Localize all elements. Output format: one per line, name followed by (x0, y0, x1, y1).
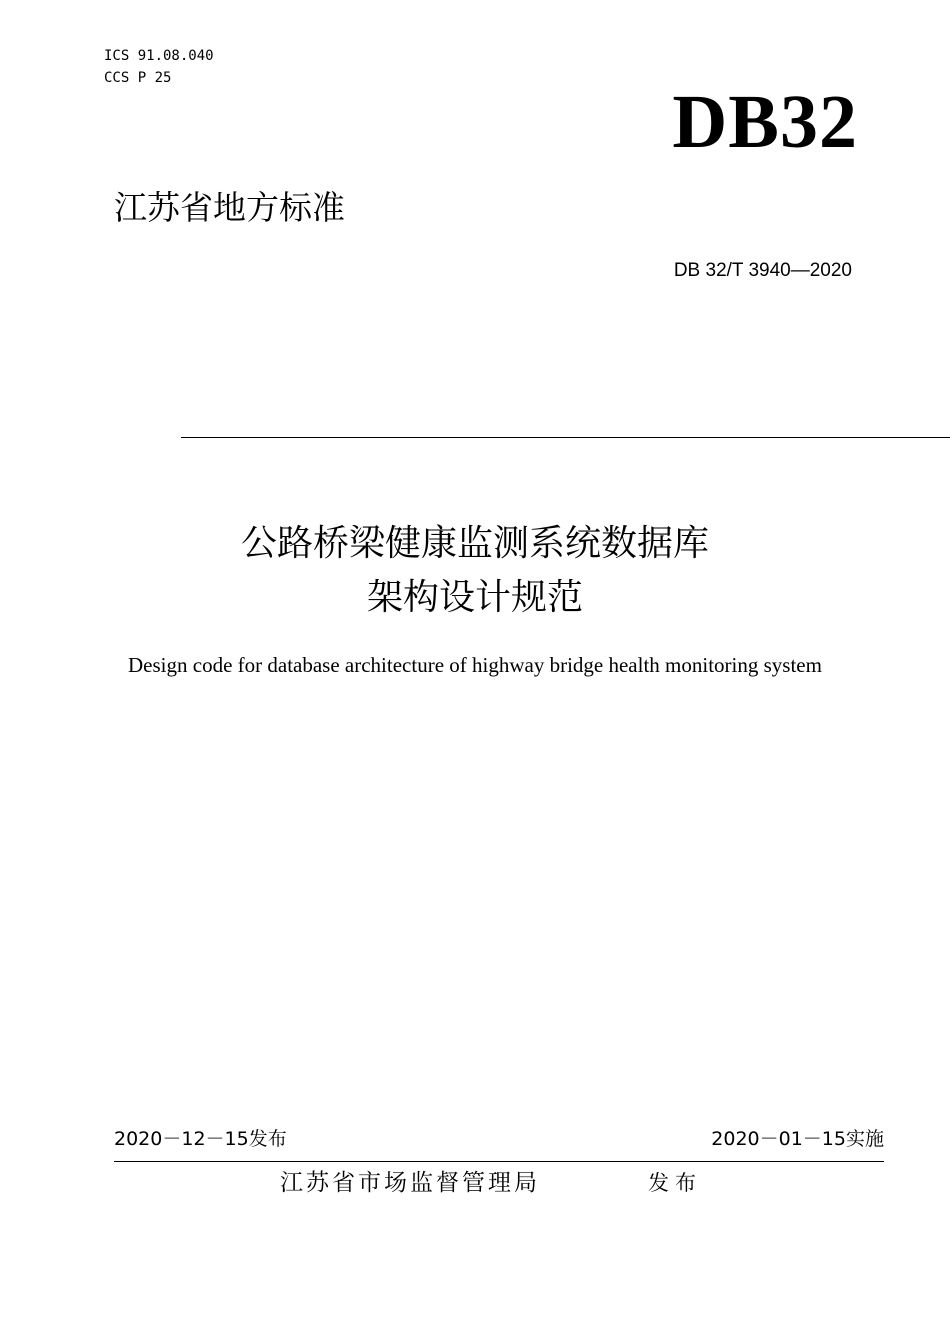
bottom-divider (114, 1161, 884, 1162)
publisher-name: 江苏省市场监督管理局 (280, 1170, 540, 1196)
standard-number: DB 32/T 3940—2020 (673, 260, 852, 281)
ccs-code: CCS P 25 (104, 70, 172, 86)
standard-logo: DB32 (672, 80, 858, 164)
standard-type: 江苏省地方标准 (114, 188, 345, 227)
ics-code: ICS 91.08.040 (104, 48, 214, 64)
top-divider (181, 437, 950, 438)
implementation-date: 2020－01－15实施 (711, 1128, 884, 1150)
title-cn-line2: 架构设计规范 (366, 577, 583, 618)
title-cn-line1: 公路桥梁健康监测系统数据库 (240, 523, 709, 564)
publish-label: 发布 (648, 1171, 702, 1195)
title-en: Design code for database architecture of highway bridge health monitoring system (128, 653, 822, 677)
issue-date: 2020－12－15发布 (114, 1128, 287, 1150)
